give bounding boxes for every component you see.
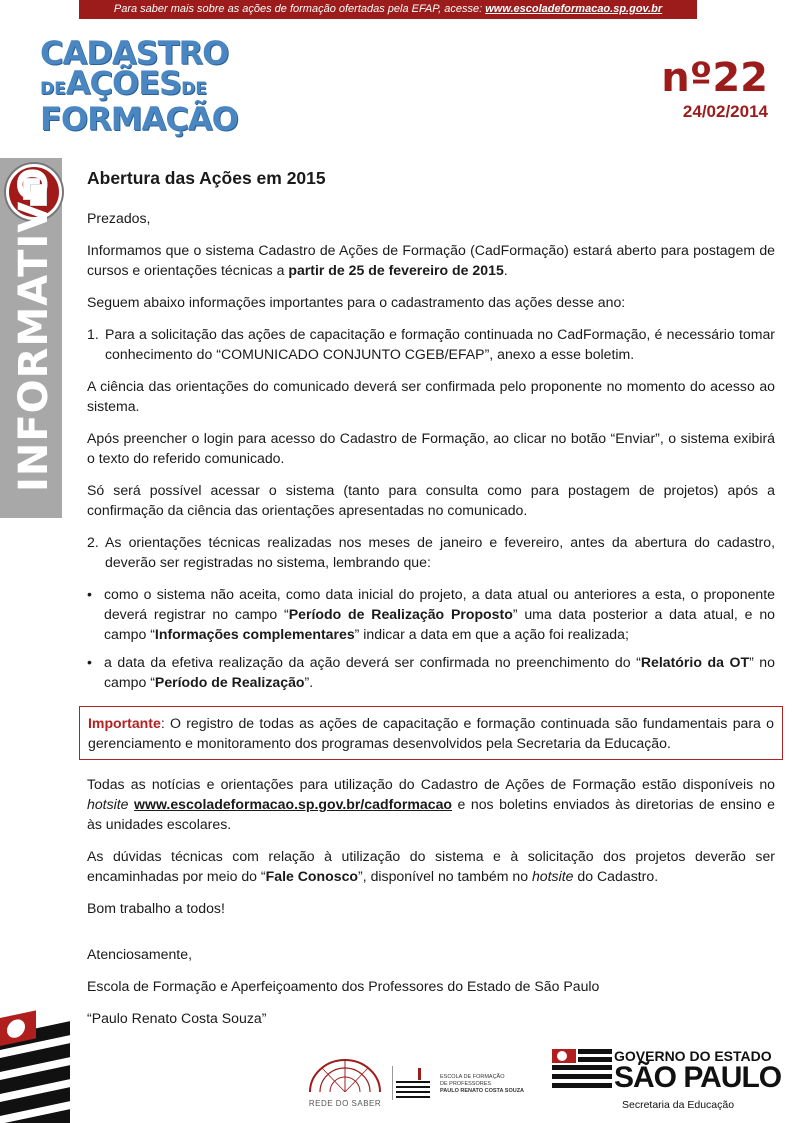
p7-text: As dúvidas técnicas com relação à utilização do sistema e à solicitação dos projetos deverão ser encaminhadas por meio do “ <box>87 848 775 884</box>
item-number: 1. <box>87 326 99 342</box>
bullet-item-1 <box>87 584 775 644</box>
gov-line-1: GOVERNO DO ESTADO <box>614 1048 772 1064</box>
important-label: Importante <box>88 715 161 731</box>
signoff: Atenciosamente, <box>87 946 192 962</box>
p6-text: Todas as notícias e orientações para utilização do Cadastro de Ações de Formação estão disponíveis no <box>87 776 775 792</box>
numbered-item-1 <box>87 324 775 364</box>
footer-divider <box>392 1066 393 1100</box>
efap-line-1: ESCOLA DE FORMAÇÃO <box>440 1074 505 1080</box>
p1-end: . <box>503 262 508 278</box>
paragraph-questions <box>87 846 775 886</box>
bullet-mark: • <box>87 586 92 602</box>
p1-bold-date: partir de 25 de fevereiro de 2015 <box>288 262 504 278</box>
p7-mid: ”, disponível no também no <box>358 868 532 884</box>
logo-acoes: AÇÕES <box>65 64 182 102</box>
efap-lines-icon <box>396 1068 434 1098</box>
bullet-text <box>104 652 775 692</box>
b1-field-name: Período de Realização Proposto <box>288 606 513 622</box>
p1-text: Informamos que o sistema Cadastro de Ações de Formação (CadFormação) estará aberto para postagem de cursos e orientações técnicas a <box>87 242 775 278</box>
rede-label: REDE DO SABER <box>308 1099 382 1108</box>
b1-part-e: ” indicar a data em que a ação foi realizada; <box>354 626 629 642</box>
logo-line-1: CADASTRO <box>40 34 229 72</box>
p7-end: do Cadastro. <box>573 868 659 884</box>
b1-field-name-2: Informações complementares <box>154 626 355 642</box>
item-text: Para a solicitação das ações de capacitação e formação continuada no CadFormação, é necessário tomar conhecimento do “COMUNICADO CONJUNTO CGEB/EFAP”, anexo a esse boletim. <box>105 326 775 362</box>
bullet-mark: • <box>87 654 92 670</box>
closing-line: Bom trabalho a todos! <box>87 900 225 916</box>
b2-part-a: a data da efetiva realização da ação deverá ser confirmada no preenchimento do “ <box>104 654 641 670</box>
logo-de-1: DE <box>40 79 66 99</box>
gov-line-2: SÃO PAULO <box>614 1061 782 1094</box>
paragraph-news <box>87 774 775 834</box>
item-text: As orientações técnicas realizadas nos meses de janeiro e fevereiro, antes da abertura do cadastro, deverão ser registradas no sistema, lembrando que: <box>105 534 775 570</box>
logo-line-3: FORMAÇÃO <box>40 100 238 138</box>
b2-field-name: Período de Realização <box>154 674 305 690</box>
article-title: Abertura das Ações em 2015 <box>87 168 326 188</box>
cadastro-logo <box>40 34 238 138</box>
paragraph-access: Só será possível acessar o sistema (tanto para consulta como para postagem de projetos) após a confirmação da ciência das orientações apresentadas no comunicado. <box>87 482 775 518</box>
paragraph-intro-list: Seguem abaixo informações importantes para o cadastramento das ações desse ano: <box>87 294 626 310</box>
issue-number: nº22 <box>661 55 768 101</box>
issue-info <box>661 55 768 122</box>
item-number: 2. <box>87 534 99 550</box>
bullet-item-2 <box>87 652 775 692</box>
gov-line-3: Secretaria da Educação <box>622 1099 735 1111</box>
article <box>87 166 775 1040</box>
greeting: Prezados, <box>87 210 151 226</box>
important-callout <box>79 706 783 760</box>
signature-name: “Paulo Renato Costa Souza” <box>87 1010 267 1026</box>
b1-part-c: ” uma data posterior a data atual, e no campo “ <box>104 606 775 642</box>
p7-hotsite: hotsite <box>531 868 574 884</box>
p6-hotsite: hotsite <box>87 796 129 812</box>
efap-line-3: PAULO RENATO COSTA SOUZA <box>440 1088 525 1094</box>
sidebar-label: INFORMATIVO <box>11 166 57 492</box>
numbered-item-2 <box>87 532 775 572</box>
efap-line-2: DE PROFESSORES <box>440 1081 492 1087</box>
b1-part-a: como o sistema não aceita, como data inicial do projeto, a data atual ou anteriores a esta, o proponente deverá registrar no campo “ <box>104 586 775 622</box>
rede-do-saber-logo <box>302 1058 388 1108</box>
paragraph-login: Após preencher o login para acesso do Cadastro de Formação, ao clicar no botão “Enviar”, o sistema exibirá o texto do referido comunicado. <box>87 430 775 466</box>
important-text: : O registro de todas as ações de capacitação e formação continuada são fundamentais para o gerenciamento e monitoramento dos programas desenvolvidos pela Secretaria da Educação. <box>88 715 774 751</box>
b2-report-name: Relatório da OT <box>640 654 750 670</box>
paragraph-opening <box>87 240 775 280</box>
bullet-text <box>104 584 775 644</box>
banner-link[interactable]: www.escoladeformacao.sp.gov.br <box>485 3 663 15</box>
p6-end: e nos boletins enviados às diretorias de ensino e às unidades escolares. <box>87 796 775 832</box>
cadformacao-link[interactable]: www.escoladeformacao.sp.gov.br/cadformacao <box>134 796 453 812</box>
paragraph-confirmation: A ciência das orientações do comunicado deverá ser confirmada pelo proponente no momento do acesso ao sistema. <box>87 378 775 414</box>
signature-institution: Escola de Formação e Aperfeiçoamento dos Professores do Estado de São Paulo <box>87 978 600 994</box>
dome-icon <box>302 1058 388 1092</box>
issue-date: 24/02/2014 <box>682 102 768 121</box>
top-banner <box>79 0 697 19</box>
logo-de-2: DE <box>181 79 207 99</box>
sao-paulo-flag-graphic <box>0 1008 70 1123</box>
b2-part-e: ”. <box>304 674 314 690</box>
fale-conosco: Fale Conosco <box>265 868 359 884</box>
sp-flag-icon <box>548 1045 614 1095</box>
efap-text <box>440 1074 524 1095</box>
b2-part-c: ” no campo “ <box>104 654 775 690</box>
logo-line-2 <box>40 64 220 104</box>
banner-text: Para saber mais sobre as ações de formação ofertadas pela EFAP, acesse: <box>113 3 486 15</box>
